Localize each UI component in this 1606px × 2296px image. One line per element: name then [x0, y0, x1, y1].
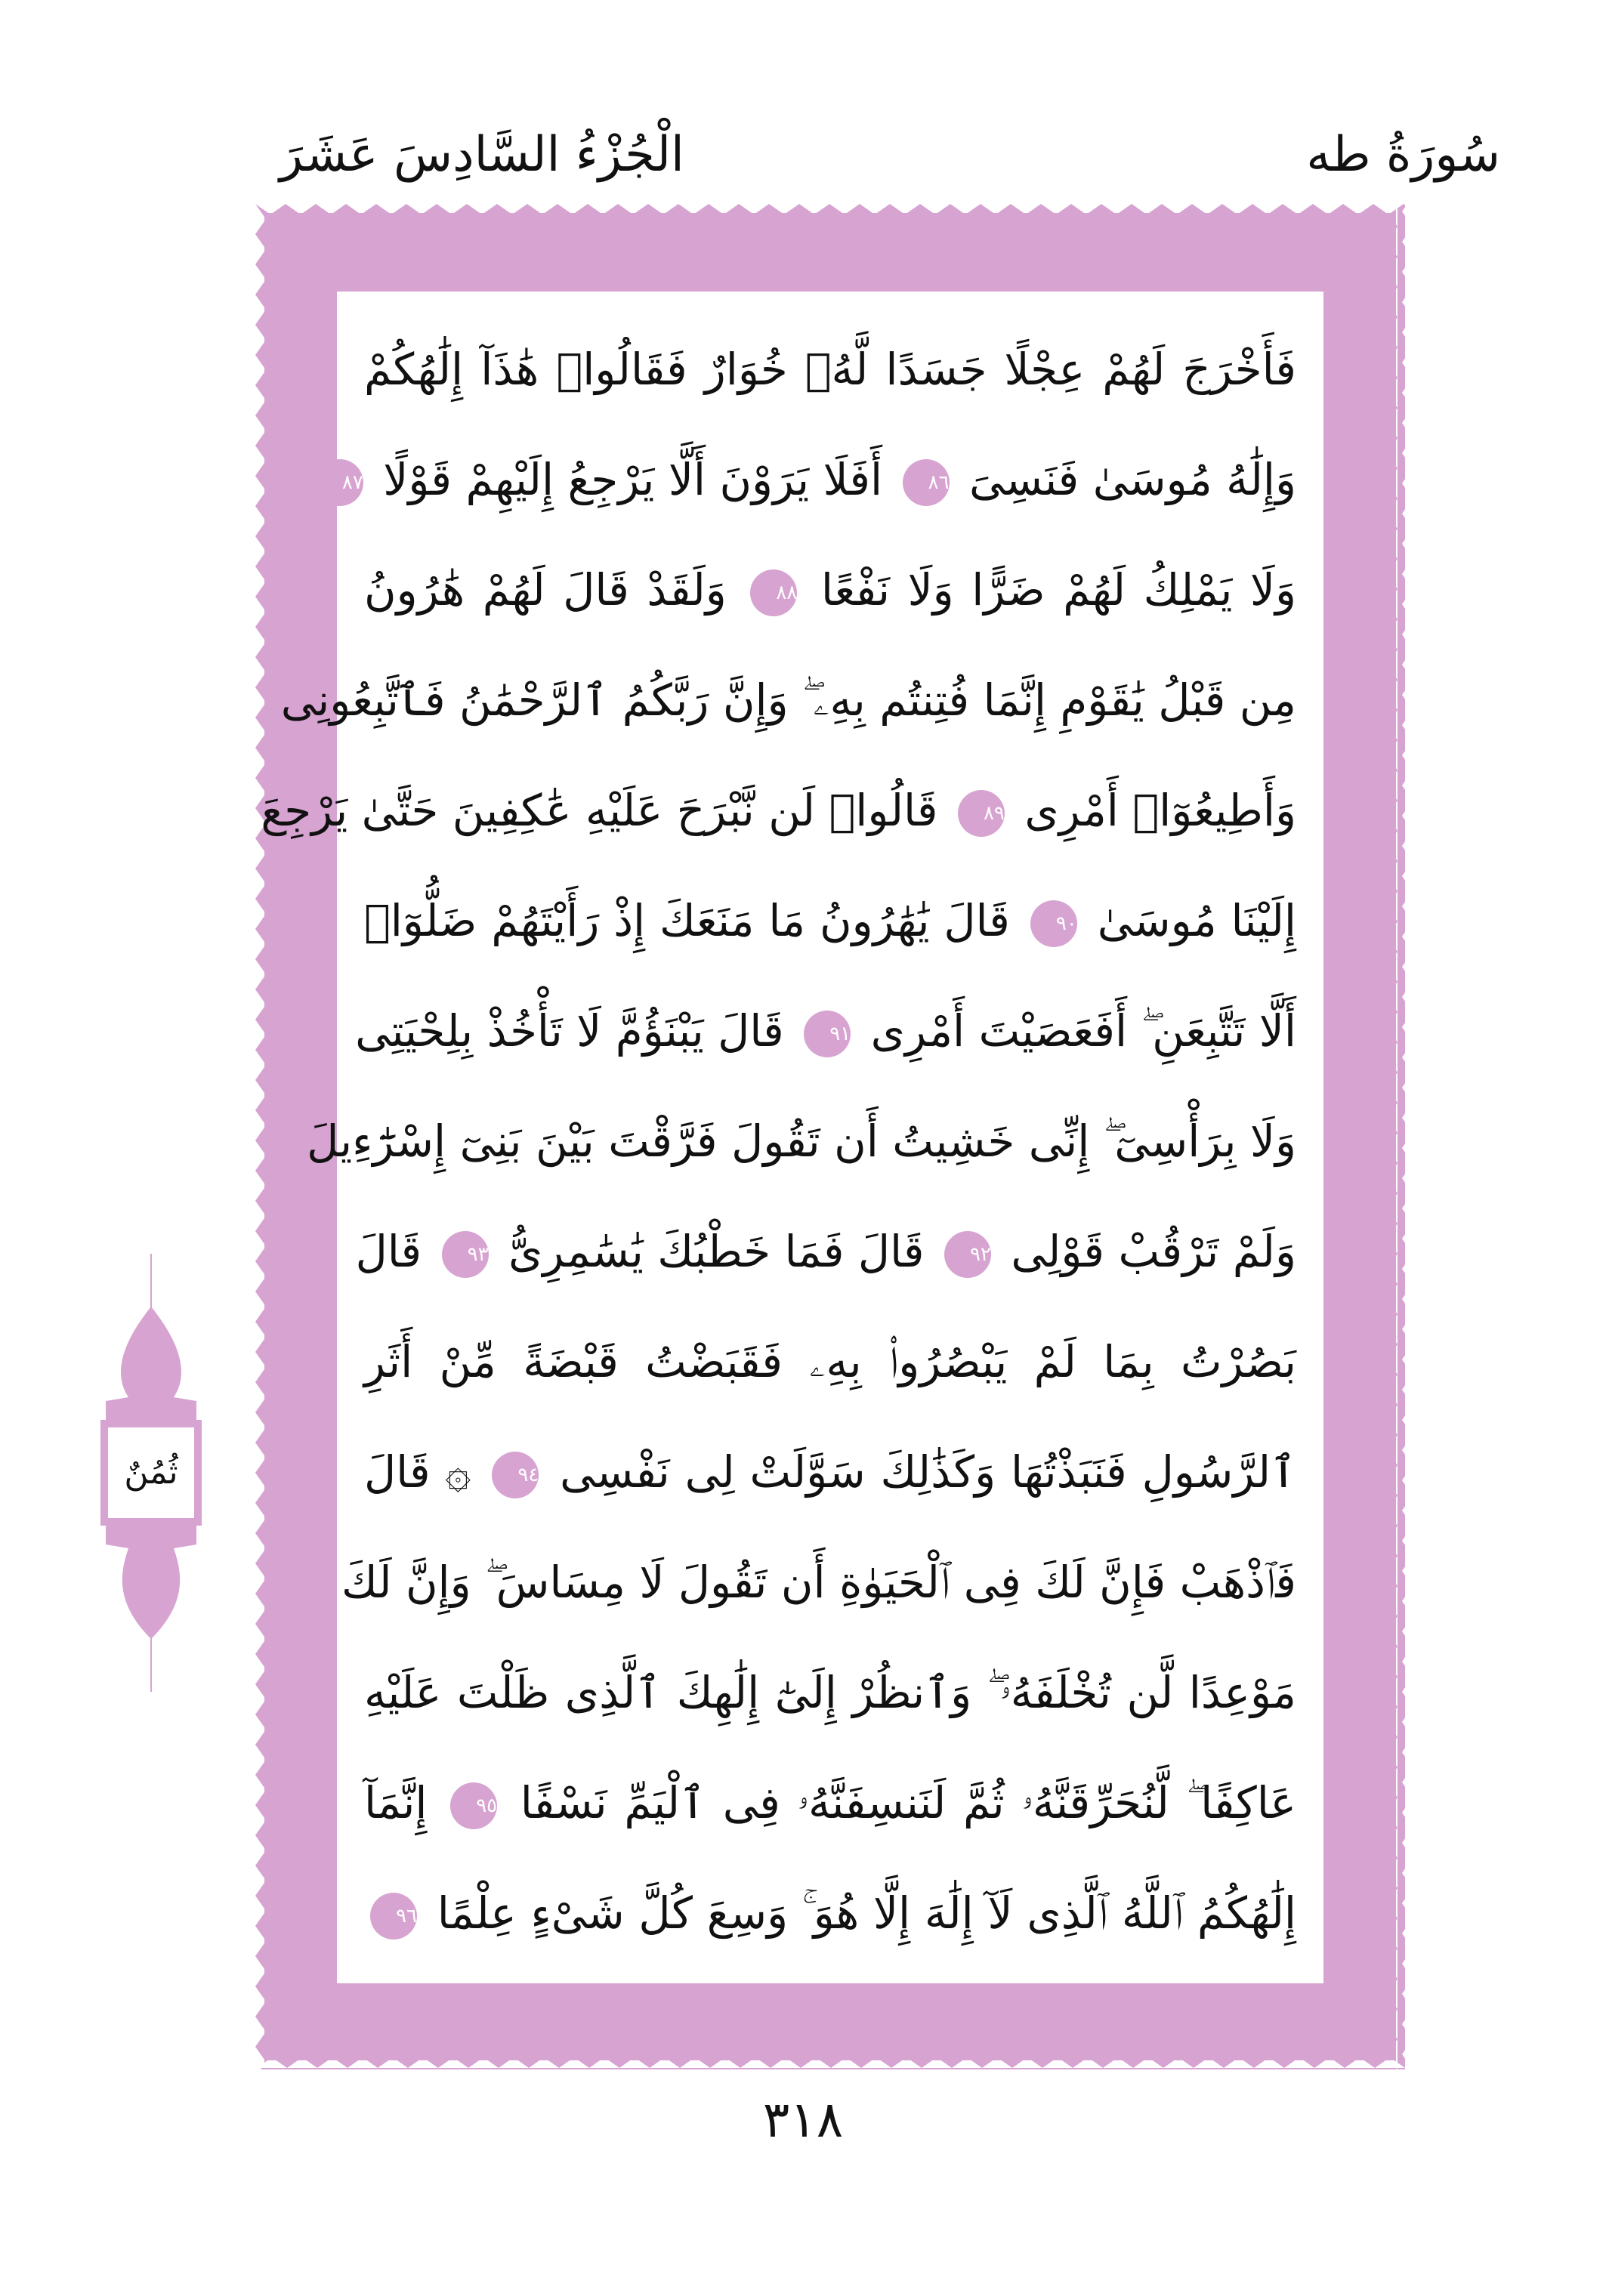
verse-text: وَلَمْ تَرْقُبْ قَوْلِى	[1011, 1226, 1296, 1277]
ayah-number-marker: ٨٨	[750, 569, 797, 616]
quran-text-lines	[261, 314, 1297, 1968]
page-number: ٣١٨	[762, 2091, 844, 2149]
hizb-quarter-marker	[91, 1254, 212, 1692]
hizb-quarter-label: ثُمُنٌ	[124, 1453, 178, 1492]
text-line	[261, 755, 1296, 866]
verse-text: عَاكِفًا ۖ لَّنُحَرِّقَنَّهُۥ ثُمَّ لَنَنسِفَنَّهُۥ فِى ٱلْيَمِّ نَسْفًا	[520, 1777, 1297, 1828]
verse-text: قَالُوا۟ لَن نَّبْرَحَ عَلَيْهِ عَٰكِفِينَ حَتَّىٰ يَرْجِعَ	[261, 785, 938, 836]
verse-text: قَالَ فَمَا خَطْبُكَ يَٰسَٰمِرِىُّ	[508, 1226, 925, 1277]
ayah-number-marker: ٩٦	[370, 1893, 417, 1940]
verse-text: إِلَيْنَا مُوسَىٰ	[1097, 895, 1297, 946]
text-line	[364, 866, 1296, 976]
ayah-number-marker: ٩٣	[442, 1231, 489, 1278]
text-line	[280, 645, 1296, 755]
verse-text: مِن قَبْلُ يَٰقَوْمِ إِنَّمَا فُتِنتُم بِهِۦ ۖ وَإِنَّ رَبَّكُمُ ٱلرَّحْمَٰنُ فَٱتَّبِعُونِى	[280, 674, 1296, 726]
verse-text: فَأَخْرَجَ لَهُمْ عِجْلًا جَسَدًا لَّهُۥ خُوَارٌ فَقَالُوا۟ هَٰذَآ إِلَٰهُكُمْ	[364, 344, 1296, 395]
verse-text: وَلَا يَمْلِكُ لَهُمْ ضَرًّا وَلَا نَفْعًا	[820, 564, 1297, 616]
ayah-number-marker: ٩٠	[1030, 900, 1077, 947]
verse-text: إِلَٰهُكُمُ ٱللَّهُ ٱلَّذِى لَآ إِلَٰهَ إِلَّا هُوَ ۚ وَسِعَ كُلَّ شَىْءٍ عِلْمًا	[437, 1887, 1296, 1939]
juz-name-header: الْجُزْءُ السَّادِسَ عَشَرَ	[280, 127, 684, 183]
text-line	[341, 1527, 1296, 1637]
verse-text: وَلَا بِرَأْسِىٓ ۖ إِنِّى خَشِيتُ أَن تَقُولَ فَرَّقْتَ بَيْنَ بَنِىٓ إِسْرَٰٓءِيلَ	[307, 1116, 1296, 1167]
verse-text: مَوْعِدًا لَّن تُخْلَفَهُۥ ۖ وَٱنظُرْ إِلَىٰٓ إِلَٰهِكَ ٱلَّذِى ظَلْتَ عَلَيْهِ	[364, 1667, 1296, 1718]
verse-text: ۞ قَالَ	[364, 1446, 471, 1498]
verse-text: أَلَّا تَتَّبِعَنِ ۖ أَفَعَصَيْتَ أَمْرِى	[870, 1005, 1296, 1057]
verse-text: وَلَقَدْ قَالَ لَهُمْ هَٰرُونُ	[364, 564, 727, 616]
page-frame	[255, 204, 1405, 2069]
verse-text: وَأَطِيعُوٓا۟ أَمْرِى	[1024, 785, 1296, 836]
verse-text: بَصُرْتُ بِمَا لَمْ يَبْصُرُوا۟ بِهِۦ فَقَبَضْتُ قَبْضَةً مِّنْ أَثَرِ	[364, 1336, 1296, 1387]
text-line	[355, 976, 1296, 1086]
text-line	[364, 535, 1296, 645]
text-line	[364, 314, 1296, 424]
ayah-number-marker: ٩٥	[450, 1782, 497, 1829]
text-line	[364, 1858, 1296, 1968]
ayah-number-marker: ٨٩	[958, 790, 1005, 837]
verse-text: أَفَلَا يَرَوْنَ أَلَّا يَرْجِعُ إِلَيْهِمْ قَوْلًا	[383, 454, 883, 505]
verse-text: قَالَ يَٰهَٰرُونُ مَا مَنَعَكَ إِذْ رَأَيْتَهُمْ ضَلُّوٓا۟	[364, 895, 1010, 946]
verse-text: إِنَّمَآ	[364, 1777, 428, 1828]
text-line	[307, 1086, 1296, 1196]
text-line	[355, 1196, 1296, 1307]
text-line	[364, 1637, 1296, 1748]
verse-text: وَإِلَٰهُ مُوسَىٰ فَنَسِىَ	[968, 454, 1296, 505]
surah-name-header: سُورَةُ طه	[1306, 127, 1500, 183]
ayah-number-marker: ٨٦	[903, 459, 950, 506]
text-panel	[261, 292, 1323, 1983]
ayah-number-marker: ٩١	[804, 1011, 851, 1057]
ayah-number-marker: ٩٤	[492, 1452, 539, 1498]
text-line	[364, 1307, 1296, 1417]
text-line	[364, 1748, 1296, 1858]
verse-text: فَٱذْهَبْ فَإِنَّ لَكَ فِى ٱلْحَيَوٰةِ أَن تَقُولَ لَا مِسَاسَ ۖ وَإِنَّ لَكَ	[341, 1557, 1296, 1608]
text-line	[341, 424, 1296, 535]
ayah-number-marker: ٩٢	[944, 1231, 991, 1278]
verse-text: قَالَ يَبْنَؤُمَّ لَا تَأْخُذْ بِلِحْيَتِى	[355, 1005, 784, 1057]
verse-text: ٱلرَّسُولِ فَنَبَذْتُهَا وَكَذَٰلِكَ سَوَّلَتْ لِى نَفْسِى	[560, 1446, 1296, 1498]
verse-text: قَالَ	[355, 1226, 422, 1277]
text-line	[364, 1417, 1296, 1527]
ayah-number-marker: ٨٧	[317, 459, 363, 506]
